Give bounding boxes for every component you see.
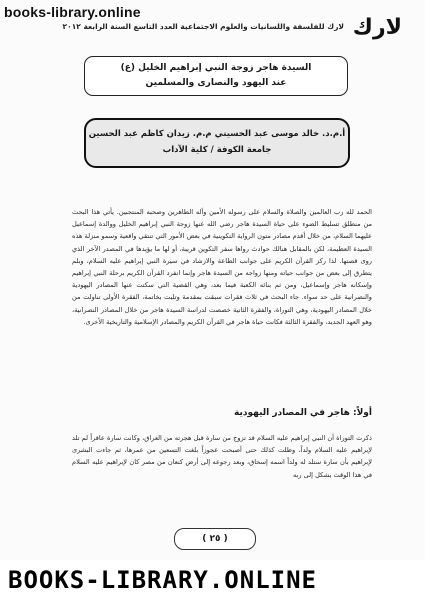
intro-paragraph: الحمد لله رب العالمين والصلاة والسلام على رسوله الأمين وآله الطاهرين وصحبه المنتجبين. يأتي هذا البحث من منطلق تسليط الضوء على حياة السيدة هاجر رضي الله عنها زوجة النبي إبراهيم الخليل ووالدة إسماعيل عليهما السلام، من خلال أقدم مصادر متون الرواية التكوينية في بعض الأمور التي تنتقي واقعية وسمو منزلة هذه السيدة العظيمة، لكن بالمقابل هنالك حوادث رواها سفر التكوين قريبة، أو لها ما يؤيدها في المصدر الآخر الذي روى قصتها. لذا ركز القرآن الكريم على جوانب الطاعة والارشاد في سيرة النبي إبراهيم عليه السلام، وبلم يتطرق إلى بعض من جوانب حياته ومنها زواجه من السيدة هاجر وإنما انفرد القرآن الكريم برحلة النبي إبراهيم وإسكانه هاجر وإسماعيل، ومن ثم بنائه الكعبة فيما بعد، وهي القضية التي سكتت عنها المصادر اليهودية والنصرانية على حد سواء. جاء البحث في ثلاث فقرات سبقت بمقدمة وتليت بخاتمة، الفقرة الأولى تناولت من خلال المصادر اليهودية، وهي التوراة، والفقرة الثانية خصصت لدراسة السيدة هاجر من خلال المصادر النصرانية، وهو العهد الجديد، والفقرة الثالثة فكانت حياة هاجر في القرآن الكريم والمصادر الإسلامية والتاريخية الأخرى.	[72, 208, 372, 326]
watermark-bottom: BOOKS-LIBRARY.ONLINE	[8, 566, 317, 594]
logo-text: لارك	[352, 15, 402, 40]
title-box	[84, 56, 348, 96]
journal-header: لارك للفلسفة واللسانيات والعلوم الاجتماعية العدد التاسع السنة الرابعة ٢٠١٢	[62, 22, 344, 31]
page-number: ( ٢٥ )	[174, 528, 256, 550]
section-heading: أولاً: هاجر في المصادر اليهودية	[234, 408, 372, 418]
authors-box	[84, 118, 350, 168]
title-line-2: عند اليهود والنصارى والمسلمين	[145, 78, 287, 88]
title-line-1: السيدة هاجر زوجة النبي إبراهيم الخليل (ع)	[120, 63, 312, 73]
authors-names: أ.م.د. خالد موسى عبد الحسيني م.م. زيدان كاظم عبد الحسين	[88, 129, 346, 139]
watermark-top: books-library.online	[4, 4, 141, 20]
journal-logo	[348, 10, 404, 40]
authors-affiliation: جامعة الكوفة / كلية الآداب	[162, 145, 272, 155]
section-paragraph: ذكرت التوراة أن النبي إبراهيم عليه السلام قد تزوج من سارة قبل هجرته من العراق، وكانت سارة عاقراً لم تلد لإبراهيم عليه السلام ولداً، وظلت كذلك حتى أصبحت عجوزاً بلغت التسعين من عمرها، ثم جاءت البشرى لإبراهيم بأن سارة ستلد له ولداً اسمه إسحاق، وبعد رجوعه إلى أرض كنعان من مصر كان لإبراهيم عليه السلام في هذا الوقت بشكل إلى ربه	[72, 434, 372, 479]
